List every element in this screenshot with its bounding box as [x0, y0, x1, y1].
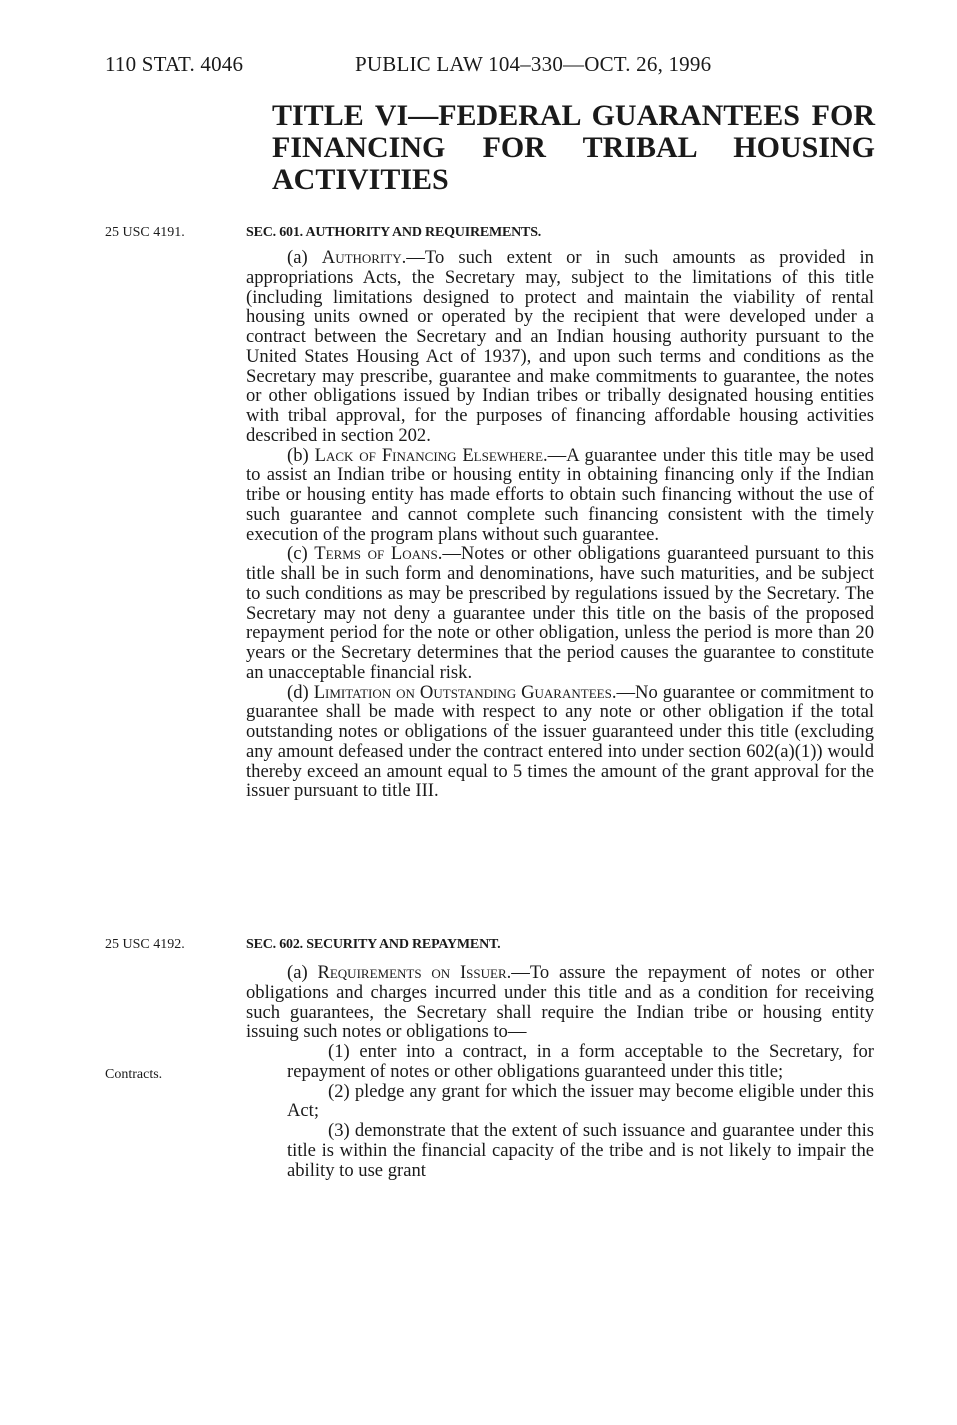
- margin-note-contracts: Contracts.: [105, 1067, 163, 1082]
- section-602-heading: SEC. 602. SECURITY AND REPAYMENT.: [246, 937, 501, 952]
- title-heading: [272, 100, 875, 196]
- subsection-601-d: (d) Limitation on Outstanding Guarantees.—No guarantee or commitment to guarantee shall be made with respect to any note or other obligation if the total outstanding notes or obligations of the issuer guaranteed under this title (excluding any amount defeased under the contract entered into under section 602(a)(1)) would thereby exceed an amount equal to 5 times the amount of the grant approval for the issuer pursuant to title III.: [246, 681, 874, 802]
- subsection-602-a: (a) Requirements on Issuer.—To assure the repayment of notes or other obligations and charges incurred under this title and as a condition for receiving such guarantees, the Secretary shall require the Indian tribe or housing entity issuing such notes or obligations to—: [246, 962, 874, 1043]
- subsection-caption: Terms of Loans: [314, 543, 438, 565]
- section-602-body: [246, 963, 874, 1180]
- stat-reference: 110 STAT. 4046: [105, 52, 244, 76]
- margin-note-usc-4192: 25 USC 4192.: [105, 937, 185, 952]
- subsection-601-a: (a) Authority.—To such extent or in such amounts as provided in appropriations Acts, the Secretary may, subject to the limitations of this title (including limitations designed to protect and maintain the viability of rental housing units owned or operated by the recipient that were developed under a contract between the Secretary and an Indian housing authority pursuant to the United States Housing Act of 1937), and upon such terms and conditions as the Secretary may prescribe, guarantee and make commitments to guarantee, the notes or other obligations issued by Indian tribes or tribally designated housing entities with tribal approval, for the purposes of financing affordable housing activities described in section 202.: [246, 247, 874, 446]
- paragraph-602-a-2: (2) pledge any grant for which the issuer may become eligible under this Act;: [287, 1080, 874, 1122]
- subsection-caption: Limitation on Outstanding Guarantees: [313, 681, 612, 703]
- title-line-2: FINANCING FOR TRIBAL HOUSING: [272, 131, 875, 164]
- title-line-1: TITLE VI—FEDERAL GUARANTEES FOR: [272, 99, 875, 132]
- subsection-601-b: (b) Lack of Financing Elsewhere.—A guarantee under this title may be used to assist an Indian tribe or housing entity in obtaining financing only if the Indian tribe or housing entity has made efforts to obtain such financing without the use of such guarantee and cannot complete such financing consistent with the timely execution of the program plans without such guarantee.: [246, 444, 874, 545]
- section-601-heading: SEC. 601. AUTHORITY AND REQUIREMENTS.: [246, 225, 542, 240]
- subsection-caption: Requirements on Issuer: [317, 962, 507, 983]
- margin-note-usc-4191: 25 USC 4191.: [105, 225, 185, 240]
- public-law-reference: PUBLIC LAW 104–330—OCT. 26, 1996: [355, 52, 712, 76]
- paragraph-602-a-3: (3) demonstrate that the extent of such issuance and guarantee under this title is within the financial capacity of the tribe and is not likely to impair the ability to use grant: [287, 1120, 874, 1181]
- subsection-caption: Authority: [321, 247, 402, 268]
- title-line-3: ACTIVITIES: [272, 163, 449, 196]
- subsection-caption: Lack of Financing Elsewhere: [314, 444, 544, 466]
- section-601-body: [246, 248, 874, 801]
- subsection-601-c: (c) Terms of Loans.—Notes or other obligations guaranteed pursuant to this title shall be in such form and denominations, have such maturities, and be subject to such conditions as may be prescribed by regulations issued by the Secretary. The Secretary may not deny a guarantee under this title on the basis of the proposed repayment period for the note or other obligation, unless the period is more than 20 years or the Secretary determines that the period causes the guarantee to constitute an unacceptable financial risk.: [246, 543, 874, 683]
- paragraph-602-a-1: (1) enter into a contract, in a form acceptable to the Secretary, for repayment of notes or other obligations guaranteed under this title;: [287, 1041, 874, 1082]
